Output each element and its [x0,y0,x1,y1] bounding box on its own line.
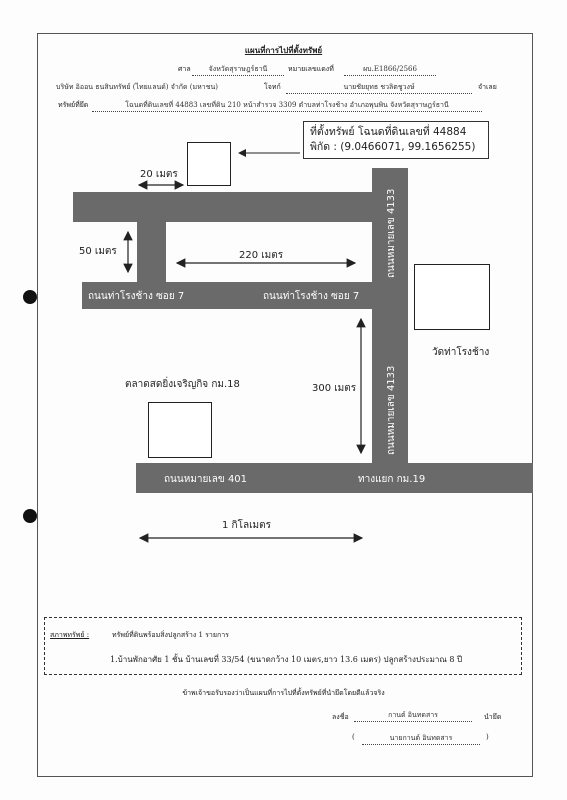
road-4133-bottom-label: ถนนหมายเลข 4133 [386,365,397,455]
road-4133-top-label: ถนนหมายเลข 4133 [386,188,397,278]
status-label: สภาพทรัพย์ : [50,631,90,639]
plaintiff-value: บริษัท อิออน ธนสินทรัพย์ (ไทยแลนด์) จำกัด (มหาชน) [56,83,218,91]
status-line-1: ทรัพย์ที่ดินพร้อมสิ่งปลูกสร้าง 1 รายการ [112,631,229,639]
paren-close: ) [486,733,489,741]
status-box [44,617,522,675]
distance-1km-label: 1 กิโลเมตร [222,520,271,531]
temple-label: วัดท่าโรงช้าง [432,347,490,358]
court-value: จังหวัดสุราษฎร์ธานี [192,64,284,76]
defendant-label: จำเลย [478,83,497,91]
callout-line-2: พิกัด : (9.0466071, 99.1656255) [310,141,476,153]
signer-role: นำยึด [484,713,502,721]
defendant-value: นายชัยยุทธ ชวลิตชูวงษ์ [286,82,472,94]
location-label: ทรัพย์ที่ยึด [58,101,89,109]
court-label: ศาล [178,65,191,73]
case-value: ผบ.E1866/2566 [344,64,436,76]
paren-open: ( [352,733,355,741]
distance-300-label: 300 เมตร [312,383,357,394]
plaintiff-label: โจทก์ [264,83,281,91]
road-soi7-right-label: ถนนท่าโรงช้าง ซอย 7 [263,291,360,302]
sign-label: ลงชื่อ [332,713,349,721]
printed-name: นายกานต์ อินทดสาร [362,733,480,745]
distance-50-label: 50 เมตร [79,246,117,257]
document-title: แผนที่การไปที่ตั้งทรัพย์ [244,45,323,55]
status-line-2: 1.บ้านพักอาศัย 1 ชั้น บ้านเลขที่ 33/54 (ขนาดกว้าง 10 เมตร,ยาว 13.6 เมตร) ปลูกสร้างประมาณ 8 ปี [110,655,463,664]
road-soi7-left-label: ถนนท่าโรงช้าง ซอย 7 [88,291,185,302]
signature: กานต์ อินทดสาร [354,710,472,722]
road-401-label: ถนนหมายเลข 401 [164,474,248,485]
certify-statement: ข้าพเจ้าขอรับรองว่าเป็นแผนที่การไปที่ตั้งทรัพย์ที่นำยึดโดยดีแล้วจริง [182,689,385,697]
distance-220-label: 220 เมตร [239,250,284,261]
distance-20-label: 20 เมตร [140,169,178,180]
location-value: โฉนดที่ดินเลขที่ 44883 เลขที่ดิน 210 หน้าสำรวจ 3309 ตำบลท่าโรงช้าง อำเภอพุนพิน จังหวัดสุราษฎร์ธานี [92,100,482,112]
callout-line-1: ที่ตั้งทรัพย์ โฉนดที่ดินเลขที่ 44884 [310,126,467,138]
market-label: ตลาดสดยิ่งเจริญกิจ กม.18 [125,379,240,390]
case-label: หมายเลขแดงที่ [288,65,334,73]
junction-label: ทางแยก กม.19 [358,474,426,485]
